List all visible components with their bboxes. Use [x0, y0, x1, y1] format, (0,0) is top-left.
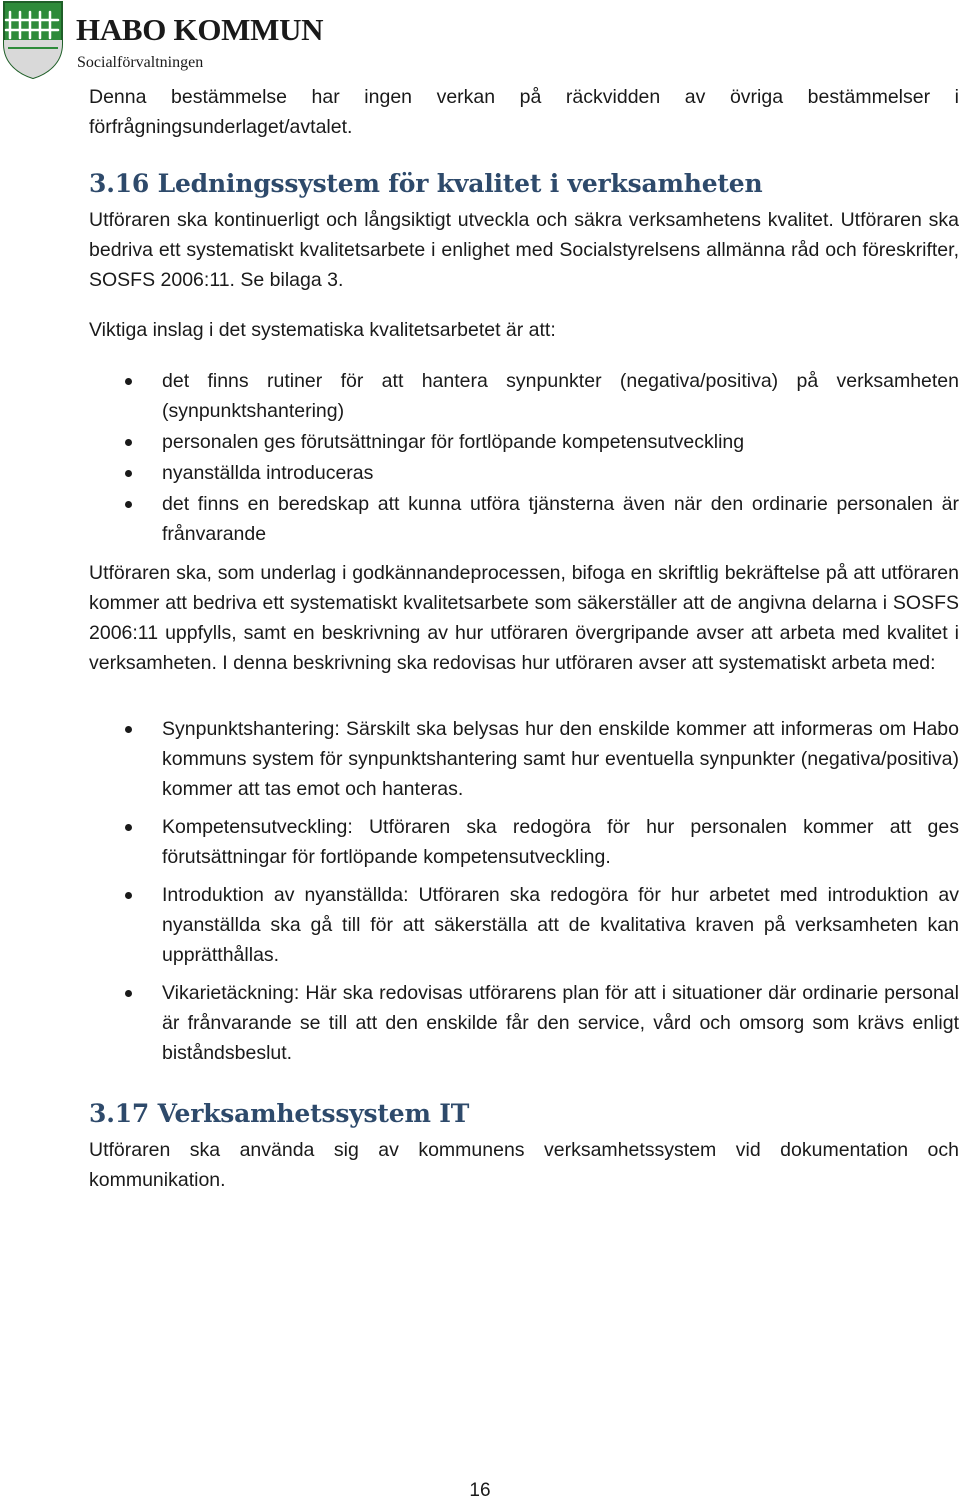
- bullet-icon: [125, 990, 132, 997]
- intro-paragraph: Denna bestämmelse har ingen verkan på räckvidden av övriga bestämmelser i förfrågningsunderlaget/avtalet.: [89, 86, 959, 138]
- document-body: [89, 82, 959, 1195]
- quality-elements-list: [89, 366, 959, 549]
- list-item: Introduktion av nyanställda: Utföraren ska redogöra för hur arbetet med introduktion av nyanställda ska gå till för att säkerställa att de kvalitativa kraven på verksamheten kan upprätthållas.: [89, 880, 959, 970]
- work-areas-list: [89, 714, 959, 1068]
- list-item: Synpunktshantering: Särskilt ska belysas hur den enskilde kommer att informeras om Habo kommuns system för synpunktshantering samt hur eventuella synpunkter (negativa/positiva) kommer att tas emot och hanteras.: [89, 714, 959, 804]
- list-item: nyanställda introduceras: [89, 458, 959, 488]
- bullet-icon: [125, 824, 132, 831]
- organization-name: HABO KOMMUN: [76, 12, 324, 47]
- list-item: det finns rutiner för att hantera synpunkter (negativa/positiva) på verksamheten (synpunktshantering): [89, 366, 959, 426]
- section-heading-3-17: 3.17 Verksamhetssystem IT: [89, 1099, 470, 1128]
- section-3-16-paragraph-1: Utföraren ska kontinuerligt och långsiktigt utveckla och säkra verksamhetens kvalitet. Utföraren ska bedriva ett systematiskt kvalitetsarbete i enlighet med Socialstyrelsens allmänna råd och föreskrifter, SOSFS 2006:11. Se bilaga 3.: [89, 209, 959, 291]
- bullet-icon: [125, 439, 132, 446]
- bullet-icon: [125, 726, 132, 733]
- bullet-icon: [125, 470, 132, 477]
- list-item: det finns en beredskap att kunna utföra tjänsterna även när den ordinarie personalen är frånvarande: [89, 489, 959, 549]
- section-3-17-paragraph-1: Utföraren ska använda sig av kommunens verksamhetssystem vid dokumentation och kommunikation.: [89, 1139, 959, 1191]
- page-header: [0, 0, 420, 82]
- bullet-icon: [125, 501, 132, 508]
- list-item: Kompetensutveckling: Utföraren ska redogöra för hur personalen kommer att ges förutsättningar för fortlöpande kompetensutveckling.: [89, 812, 959, 872]
- section-3-16-paragraph-2: Viktiga inslag i det systematiska kvalitetsarbetet är att:: [89, 319, 556, 341]
- page-number: 16: [469, 1480, 491, 1501]
- municipal-crest-icon: [2, 0, 64, 80]
- bullet-icon: [125, 892, 132, 899]
- section-3-16-paragraph-3: Utföraren ska, som underlag i godkännandeprocessen, bifoga en skriftlig bekräftelse på att utföraren kommer att bedriva ett systematiskt kvalitetsarbete som säkerställer att de angivna delarna i SOSFS 2006:11 uppfylls, samt en beskrivning av hur utföraren övergripande avser att arbeta med kvalitet i verksamheten. I denna beskrivning ska redovisas hur utföraren avser att systematiskt arbeta med:: [89, 562, 959, 674]
- section-heading-3-16: 3.16 Ledningssystem för kvalitet i verksamheten: [89, 169, 763, 198]
- organization-department: Socialförvaltningen: [77, 54, 204, 71]
- list-item: personalen ges förutsättningar för fortlöpande kompetensutveckling: [89, 427, 959, 457]
- bullet-icon: [125, 378, 132, 385]
- list-item: Vikarietäckning: Här ska redovisas utförarens plan för att i situationer där ordinarie personal är frånvarande se till att den enskilde får den service, vård och omsorg som krävs enligt biståndsbeslut.: [89, 978, 959, 1068]
